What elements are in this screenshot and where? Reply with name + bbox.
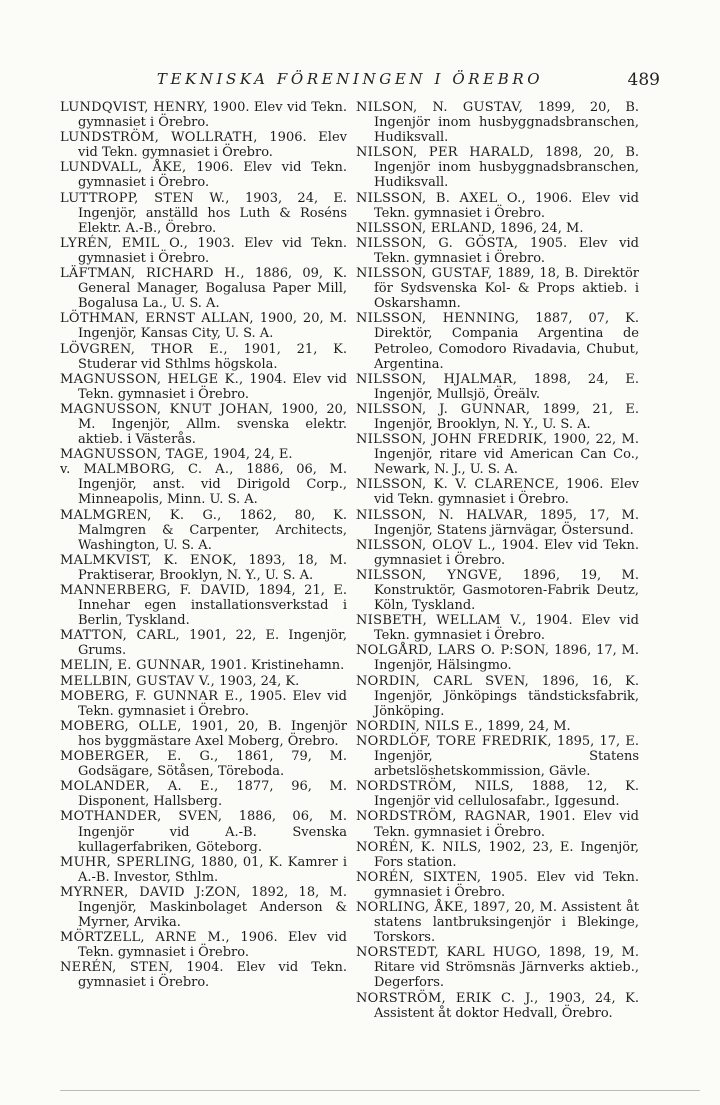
entry-name: MOBERG, F. GUNNAR E., bbox=[60, 688, 244, 704]
entry-details: 1887, 07, K. Direktör, Compania Argentina de Petroleo, Comodoro Rivadavia, Chubut, Argentina. bbox=[374, 311, 640, 372]
entry-name: NORSTEDT, KARL HUGO, bbox=[356, 945, 541, 961]
entry-details: 1899, 21, E. Ingenjör, Brooklyn, N. Y., U. S. A. bbox=[374, 401, 640, 432]
directory-entry bbox=[356, 900, 639, 945]
directory-entry bbox=[356, 779, 639, 809]
entry-name: LUNDSTRÖM, WOLLRATH, bbox=[60, 130, 258, 146]
directory-entry bbox=[60, 236, 347, 266]
entry-name: NORDIN, CARL SVEN, bbox=[356, 673, 530, 689]
entry-details: 1903, 24, E. Ingenjör, anställd hos Luth & Roséns Elektr. A.-B., Örebro. bbox=[78, 190, 348, 236]
entry-details: 1862, 80, K. Malmgren & Carpenter, Architects, Washington, U. S. A. bbox=[78, 507, 347, 553]
directory-entry bbox=[356, 402, 639, 432]
entry-name: NILSSON, HJALMAR, bbox=[356, 371, 518, 387]
entry-details: 1903, 24, K. Assistent åt doktor Hedvall, Örebro. bbox=[374, 990, 639, 1021]
entry-name: NILSSON, YNGVE, bbox=[356, 567, 503, 583]
directory-entry bbox=[356, 734, 639, 779]
entry-details: 1894, 21, E. Innehar egen installationsverkstad i Berlin, Tyskland. bbox=[78, 583, 347, 629]
entry-details: 1903. Elev vid Tekn. gymnasiet i Örebro. bbox=[78, 235, 347, 266]
directory-entry bbox=[356, 266, 639, 311]
directory-entry bbox=[356, 809, 639, 839]
entry-name: NILSSON, ERLAND, bbox=[356, 220, 496, 236]
entry-details: 1900. Elev vid Tekn. gymnasiet i Örebro. bbox=[78, 100, 347, 131]
entry-details: 1904. Elev vid Tekn. gymnasiet i Örebro. bbox=[78, 371, 347, 402]
entry-name: MYRNER, DAVID J:ZON, bbox=[60, 884, 241, 900]
entry-name: MOBERG, OLLE, bbox=[60, 718, 182, 734]
entry-details: 1898, 20, B. Ingenjör inom husbyggnadsbranschen, Hudiksvall. bbox=[374, 145, 640, 191]
entry-name: v. MALMBORG, C. A., bbox=[60, 462, 234, 478]
directory-entry bbox=[60, 311, 347, 341]
entry-name: MALMKVIST, K. ENOK, bbox=[60, 552, 237, 568]
entry-name: NOLGÅRD, LARS O. P:SON, bbox=[356, 643, 550, 659]
entry-details: 1901, 21, K. Studerar vid Sthlms högskola. bbox=[78, 341, 348, 372]
entry-name: NILSSON, GUSTAF, bbox=[356, 266, 493, 282]
directory-entry bbox=[60, 779, 347, 809]
entry-details: 1906. Elev vid Tekn. gymnasiet i Örebro. bbox=[78, 160, 347, 191]
directory-entry bbox=[356, 945, 639, 990]
directory-entry bbox=[356, 613, 639, 643]
entry-details: 1896, 19, M. Konstruktör, Gasmotoren-Fabrik Deutz, Köln, Tyskland. bbox=[374, 567, 639, 614]
directory-entry bbox=[356, 840, 639, 870]
directory-entry bbox=[60, 583, 347, 628]
entry-details: 1904. Elev vid Tekn. gymnasiet i Örebro. bbox=[374, 613, 639, 644]
entry-name: MOLANDER, A. E., bbox=[60, 779, 219, 795]
entry-details: 1896, 16, K. Ingenjör, Jönköpings tändsticksfabrik, Jönköping. bbox=[374, 673, 639, 719]
entry-name: NORDSTRÖM, NILS, bbox=[356, 779, 514, 795]
entry-name: MOTHANDER, SVEN, bbox=[60, 809, 223, 825]
entry-name: NILSON, PER HARALD, bbox=[356, 145, 535, 161]
entry-details: 1900, 20, M. Ingenjör, Kansas City, U. S. A. bbox=[78, 311, 347, 342]
directory-entry bbox=[60, 749, 347, 779]
directory-entry bbox=[60, 689, 347, 719]
directory-entry bbox=[356, 372, 639, 402]
directory-entry bbox=[60, 960, 347, 990]
entry-details: 1888, 12, K. Ingenjör vid cellulosafabr., Iggesund. bbox=[374, 779, 639, 810]
entry-name: LÖVGREN, THOR E., bbox=[60, 341, 228, 357]
entry-details: 1893, 18, M. Praktiserar, Brooklyn, N. Y., U. S. A. bbox=[78, 552, 347, 583]
entry-details: 1901. Elev vid Tekn. gymnasiet i Örebro. bbox=[374, 809, 639, 840]
directory-entry bbox=[60, 342, 347, 372]
entry-name: NORDSTRÖM, RAGNAR, bbox=[356, 809, 531, 825]
entry-details: 1903, 24, K. bbox=[219, 673, 300, 689]
entry-details: 1905. Elev vid Tekn. gymnasiet i Örebro. bbox=[78, 688, 347, 719]
entry-details: 1895, 17, E. Ingenjör, Statens arbetslöshetskommission, Gävle. bbox=[374, 733, 640, 780]
directory-entry bbox=[60, 628, 347, 658]
entry-name: MELIN, E. GUNNAR, bbox=[60, 658, 206, 674]
directory-entry bbox=[60, 130, 347, 160]
entry-details: 1861, 79, M. Godsägare, Sötåsen, Töreboda. bbox=[78, 749, 348, 780]
entry-name: MAGNUSSON, KNUT JOHAN, bbox=[60, 401, 274, 417]
directory-entry bbox=[356, 145, 639, 190]
entry-name: NISBETH, WELLAM V., bbox=[356, 613, 527, 629]
entry-details: 1899, 24, M. bbox=[487, 718, 571, 734]
directory-entry bbox=[60, 930, 347, 960]
bottom-rule bbox=[60, 1090, 700, 1091]
entry-details: 1904, 24, E. bbox=[212, 447, 293, 463]
entry-details: 1898, 19, M. Ritare vid Strömsnäs Järnverks aktieb., Degerfors. bbox=[374, 945, 639, 991]
entry-details: 1886, 09, K. General Manager, Bogalusa Paper Mill, Bogalusa La., U. S. A. bbox=[78, 266, 347, 312]
entry-details: 1898, 24, E. Ingenjör, Mullsjö, Öreälv. bbox=[374, 371, 639, 402]
entry-name: MATTON, CARL, bbox=[60, 628, 180, 644]
entry-details: 1905. Elev vid Tekn. gymnasiet i Örebro. bbox=[374, 869, 640, 900]
entry-details: 1901, 20, B. Ingenjör hos byggmästare Axel Moberg, Örebro. bbox=[78, 718, 347, 749]
entry-details: 1906. Elev vid Tekn. gymnasiet i Örebro. bbox=[374, 190, 639, 221]
entry-name: LUNDVALL, ÅKE, bbox=[60, 160, 187, 176]
entry-details: 1906. Elev vid Tekn. gymnasiet i Örebro. bbox=[78, 930, 347, 961]
directory-entry bbox=[60, 266, 347, 311]
directory-entry bbox=[60, 885, 347, 930]
directory-entry bbox=[60, 658, 347, 673]
entry-details: 1900, 22, M. Ingenjör, ritare vid American Can Co., Newark, N. J., U. S. A. bbox=[374, 432, 639, 478]
entry-details: 1886, 06, M. Ingenjör vid A.-B. Svenska kullagerfabriken, Göteborg. bbox=[78, 809, 347, 855]
directory-entry bbox=[356, 236, 639, 266]
entry-name: NORSTRÖM, ERIK C. J., bbox=[356, 990, 539, 1006]
entry-name: NILSSON, JOHN FREDRIK, bbox=[356, 432, 548, 448]
entry-name: LÖTHMAN, ERNST ALLAN, bbox=[60, 311, 254, 327]
entry-details: 1905. Elev vid Tekn. gymnasiet i Örebro. bbox=[374, 235, 639, 266]
directory-entry bbox=[60, 674, 347, 689]
entry-name: MAGNUSSON, HELGE K., bbox=[60, 371, 244, 387]
entry-name: NORDIN, NILS E., bbox=[356, 718, 483, 734]
entry-details: 1904. Elev vid Tekn. gymnasiet i Örebro. bbox=[374, 537, 640, 568]
directory-entry bbox=[356, 477, 639, 507]
entry-name: MELLBIN, GUSTAV V., bbox=[60, 673, 216, 689]
entry-name: NILSON, N. GUSTAV, bbox=[356, 100, 524, 115]
entry-name: LÄFTMAN, RICHARD H., bbox=[60, 266, 245, 282]
entry-details: 1902, 23, E. Ingenjör, Fors station. bbox=[374, 839, 639, 870]
entry-details: 1880, 01, K. Kamrer i A.-B. Investor, Sthlm. bbox=[78, 854, 347, 885]
directory-entry bbox=[60, 462, 347, 507]
entry-details: 1897, 20, M. Assistent åt statens lantbruksingenjör i Blekinge, Torskors. bbox=[374, 899, 639, 946]
entry-name: NILSSON, G. GÖSTA, bbox=[356, 235, 519, 251]
directory-entry bbox=[60, 191, 347, 236]
entry-name: NORDLÖF, TORE FREDRIK, bbox=[356, 733, 552, 749]
entry-details: 1896, 17, M. Ingenjör, Hälsingmo. bbox=[374, 643, 639, 674]
directory-entry bbox=[356, 311, 639, 371]
entry-name: NORLING, ÅKE, bbox=[356, 899, 469, 915]
entry-name: NILSSON, N. HALVAR, bbox=[356, 507, 528, 523]
directory-entry bbox=[356, 643, 639, 673]
entry-details: 1906. Elev vid Tekn. gymnasiet i Örebro. bbox=[374, 477, 639, 508]
page-number: 489 bbox=[627, 70, 660, 90]
entry-details: 1900, 20, M. Ingenjör, Allm. svenska elektr. aktieb. i Västerås. bbox=[78, 401, 347, 448]
entry-name: NILSSON, HENNING, bbox=[356, 311, 520, 327]
directory-entry bbox=[60, 160, 347, 190]
entry-name: NORÉN, K. NILS, bbox=[356, 839, 482, 855]
directory-entry bbox=[60, 809, 347, 854]
entry-details: 1901. Kristinehamn. bbox=[209, 658, 345, 674]
entry-details: 1877, 96, M. Disponent, Hallsberg. bbox=[78, 779, 347, 810]
directory-entry bbox=[60, 508, 347, 553]
directory-entry bbox=[356, 568, 639, 613]
directory-entry bbox=[356, 870, 639, 900]
entry-name: MUHR, SPERLING, bbox=[60, 854, 196, 870]
left-column bbox=[60, 100, 347, 991]
directory-entry bbox=[60, 553, 347, 583]
entry-name: MOBERGER, E. G., bbox=[60, 749, 219, 765]
directory-entry bbox=[356, 221, 639, 236]
directory-entry bbox=[356, 538, 639, 568]
entry-name: LUTTROPP, STEN W., bbox=[60, 190, 230, 206]
entry-name: NILSSON, OLOV L., bbox=[356, 537, 496, 553]
entry-name: MAGNUSSON, TAGE, bbox=[60, 447, 209, 463]
entry-details: 1892, 18, M. Ingenjör, Maskinbolaget Anderson & Myrner, Arvika. bbox=[78, 884, 347, 931]
entry-details: 1895, 17, M. Ingenjör, Statens järnvägar, Östersund. bbox=[374, 507, 639, 538]
right-column bbox=[356, 100, 639, 1021]
entry-name: MALMGREN, K. G., bbox=[60, 507, 222, 523]
directory-entry bbox=[356, 100, 639, 145]
directory-entry bbox=[60, 855, 347, 885]
entry-details: 1901, 22, E. Ingenjör, Grums. bbox=[78, 628, 347, 659]
entry-name: NILSSON, K. V. CLARENCE, bbox=[356, 477, 560, 493]
directory-entry bbox=[356, 991, 639, 1021]
entry-details: 1886, 06, M. Ingenjör, anst. vid Dirigold Corp., Minneapolis, Minn. U. S. A. bbox=[78, 462, 347, 508]
entry-name: NERÉN, STEN, bbox=[60, 960, 174, 976]
page-header bbox=[60, 70, 660, 100]
entry-details: 1899, 20, B. Ingenjör inom husbyggnadsbranschen, Hudiksvall. bbox=[374, 100, 640, 146]
entry-name: NILSSON, B. AXEL O., bbox=[356, 190, 526, 206]
entry-details: 1889, 18, B. Direktör för Sydsvenska Kol- & Props aktieb. i Oskarshamn. bbox=[374, 266, 639, 312]
directory-entry bbox=[60, 402, 347, 447]
directory-entry bbox=[60, 719, 347, 749]
entry-name: NILSSON, J. GUNNAR, bbox=[356, 401, 531, 417]
entry-name: MÖRTZELL, ARNE M., bbox=[60, 930, 230, 946]
directory-entry bbox=[60, 372, 347, 402]
entry-name: LYRÉN, EMIL O., bbox=[60, 235, 189, 251]
directory-entry bbox=[60, 447, 347, 462]
directory-entry bbox=[356, 719, 639, 734]
entry-name: LUNDQVIST, HENRY, bbox=[60, 100, 208, 115]
running-title: TEKNISKA FÖRENINGEN I ÖREBRO bbox=[156, 70, 544, 88]
directory-entry bbox=[356, 674, 639, 719]
entry-name: NORÉN, SIXTEN, bbox=[356, 869, 482, 885]
directory-entry bbox=[356, 432, 639, 477]
directory-entry bbox=[60, 100, 347, 130]
directory-entry bbox=[356, 508, 639, 538]
entry-details: 1896, 24, M. bbox=[499, 220, 584, 236]
entry-details: 1904. Elev vid Tekn. gymnasiet i Örebro. bbox=[78, 960, 347, 991]
directory-entry bbox=[356, 191, 639, 221]
entry-name: MANNERBERG, F. DAVID, bbox=[60, 583, 250, 598]
entry-details: 1906. Elev vid Tekn. gymnasiet i Örebro. bbox=[78, 130, 347, 161]
